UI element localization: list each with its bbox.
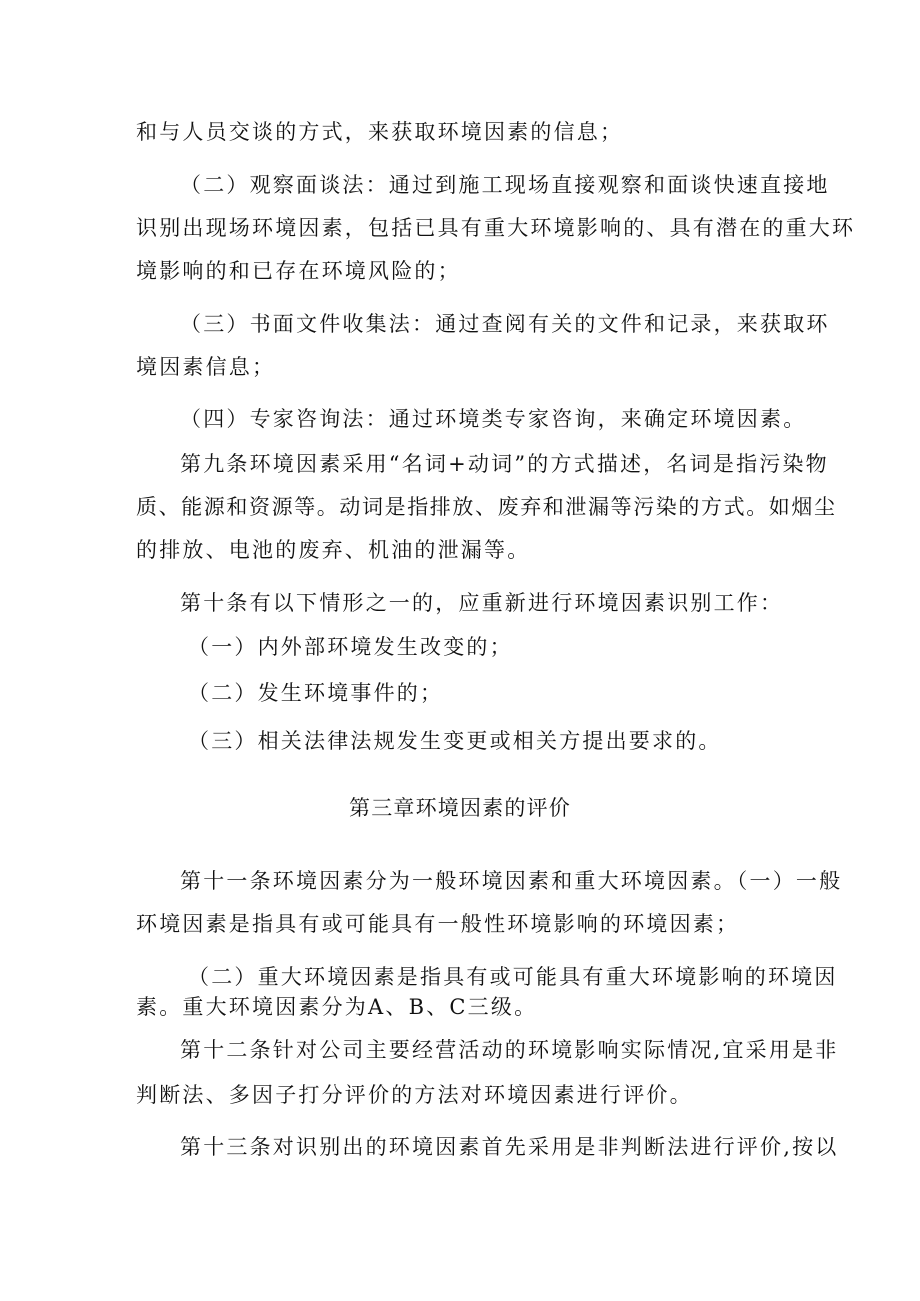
body-text-line: 的排放、电池的废弃、机油的泄漏等。: [136, 538, 531, 562]
body-text-line: 质、能源和资源等。动词是指排放、废弃和泄漏等污染的方式。如烟尘: [136, 495, 837, 519]
list-item-text: （一）内外部环境发生改变的；: [188, 635, 513, 659]
article-twelve-text: 第十二条针对公司主要经营活动的环境影响实际情况,宜采用是非: [180, 1038, 839, 1062]
body-text-line: 环境因素是指具有或可能具有一般性环境影响的环境因素；: [136, 912, 740, 936]
body-text-line: 素。重大环境因素分为A、B、C三级。: [136, 995, 538, 1019]
body-text-line: 判断法、多因子打分评价的方法对环境因素进行评价。: [136, 1083, 693, 1107]
article-eleven-text: 第十一条环境因素分为一般环境因素和重大环境因素。（一）一般: [180, 869, 843, 893]
body-text-line: （二）重大环境因素是指具有或可能具有重大环境影响的环境因: [188, 965, 838, 989]
body-text-line: 和与人员交谈的方式，来获取环境因素的信息；: [136, 120, 624, 144]
body-text-line: 境因素信息；: [136, 355, 276, 379]
body-text-line: （四）专家咨询法：通过环境类专家咨询，来确定环境因素。: [180, 407, 807, 431]
body-text-line: 识别出现场环境因素，包括已具有重大环境影响的、具有潜在的重大环: [136, 216, 856, 240]
article-thirteen-text: 第十三条对识别出的环境因素首先采用是非判断法进行评价,按以: [180, 1135, 839, 1159]
list-item-text: （三）相关法律法规发生变更或相关方提出要求的。: [188, 729, 722, 753]
chapter-heading: 第三章环境因素的评价: [349, 796, 571, 820]
article-ten-text: 第十条有以下情形之一的，应重新进行环境因素识别工作：: [180, 591, 784, 615]
body-text-line: 境影响的和已存在环境风险的；: [136, 259, 461, 283]
body-text-line: （二）观察面谈法：通过到施工现场直接观察和面谈快速直接地: [180, 173, 830, 197]
body-text-line: （三）书面文件收集法：通过查阅有关的文件和记录，来获取环: [180, 312, 830, 336]
list-item-text: （二）发生环境事件的；: [188, 681, 444, 705]
article-nine-text: 第九条环境因素采用“名词+动词”的方式描述，名词是指污染物: [180, 452, 829, 476]
